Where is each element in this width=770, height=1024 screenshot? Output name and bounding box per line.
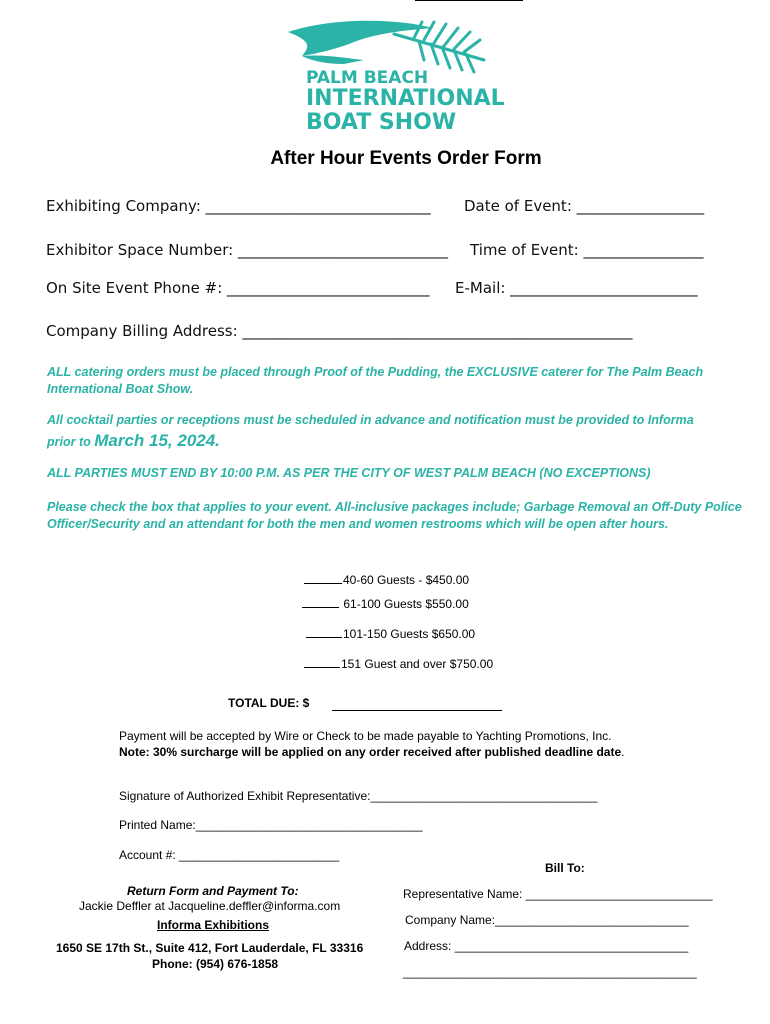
deadline-line [47, 431, 220, 451]
check-box-notice: Please check the box that applies to your event. All-inclusive packages include; Garbage Removal an Off-Duty Police Officer/Security and an attendant for both the men and women restrooms which will be open after hours. [47, 500, 742, 531]
cocktail-notice: All cocktail parties or receptions must be scheduled in advance and notification must be provided to Informa [47, 413, 694, 427]
logo-line-2: INTERNATIONAL [306, 86, 505, 111]
option-101-150[interactable] [306, 627, 475, 641]
top-rule [415, 0, 523, 2]
checkbox-line[interactable] [304, 658, 340, 668]
logo-line-3: BOAT SHOW [306, 110, 457, 135]
form-title: After Hour Events Order Form [270, 148, 542, 169]
bill-to-rep-name[interactable]: Representative Name: ____________________________ [403, 887, 713, 901]
bill-to-company-name[interactable]: Company Name:_____________________________ [405, 913, 689, 927]
checkbox-line[interactable] [306, 628, 342, 638]
date-of-event-field[interactable]: Date of Event: _________________ [464, 197, 705, 215]
logo-line-1: PALM BEACH [306, 68, 429, 88]
surcharge-note [119, 745, 624, 759]
payment-info: Payment will be accepted by Wire or Check to be made payable to Yachting Promotions, Inc. [119, 729, 612, 743]
option-151-plus[interactable] [304, 657, 493, 671]
signature-field[interactable]: Signature of Authorized Exhibit Representative:__________________________________ [119, 789, 598, 803]
return-contact: Jackie Deffler at Jacqueline.deffler@informa.com [79, 899, 341, 913]
surcharge-period: . [621, 745, 625, 759]
option-61-100[interactable] [302, 597, 469, 611]
deadline-date: March 15, 2024. [94, 431, 220, 450]
total-due-label: TOTAL DUE: $ [228, 696, 310, 710]
phone-field[interactable]: On Site Event Phone #: ___________________________ [46, 279, 430, 297]
option-label: 151 Guest and over $750.00 [341, 657, 494, 671]
exhibiting-company-field[interactable]: Exhibiting Company: ______________________________ [46, 197, 431, 215]
prior-to-label: prior to [47, 435, 91, 449]
option-label: 101-150 Guests $650.00 [343, 627, 476, 641]
time-of-event-field[interactable]: Time of Event: ________________ [470, 241, 704, 259]
email-field[interactable]: E-Mail: _________________________ [455, 279, 698, 297]
option-label: 40-60 Guests - $450.00 [343, 573, 470, 587]
total-due-line[interactable] [332, 700, 502, 711]
return-phone: Phone: (954) 676-1858 [152, 957, 279, 971]
end-time-notice: ALL PARTIES MUST END BY 10:00 P.M. AS PER THE CITY OF WEST PALM BEACH (NO EXCEPTIONS) [47, 466, 651, 480]
bill-to-heading: Bill To: [545, 861, 585, 875]
catering-notice: ALL catering orders must be placed through Proof of the Pudding, the EXCLUSIVE caterer for The Palm Beach International Boat Show. [47, 365, 704, 396]
return-address: 1650 SE 17th St., Suite 412, Fort Lauderdale, FL 33316 [56, 941, 364, 955]
palm-frond-boat-icon [284, 14, 490, 74]
checkbox-line[interactable] [302, 598, 339, 608]
printed-name-field[interactable]: Printed Name:__________________________________ [119, 818, 423, 832]
billing-address-field[interactable]: Company Billing Address: ____________________________________________________ [46, 322, 633, 340]
option-label: 61-100 Guests $550.00 [343, 597, 469, 611]
bill-to-address-extra[interactable]: ____________________________________________ [403, 965, 697, 979]
return-to-heading: Return Form and Payment To: [127, 884, 299, 898]
space-number-field[interactable]: Exhibitor Space Number: ____________________________ [46, 241, 449, 259]
return-company: Informa Exhibitions [157, 918, 270, 932]
bill-to-address[interactable]: Address: ___________________________________ [404, 939, 689, 953]
option-40-60[interactable] [304, 573, 469, 587]
checkbox-line[interactable] [304, 574, 342, 584]
surcharge-text: Note: 30% surcharge will be applied on any order received after published deadline date [119, 745, 622, 759]
account-number-field[interactable]: Account #: ________________________ [119, 848, 340, 862]
